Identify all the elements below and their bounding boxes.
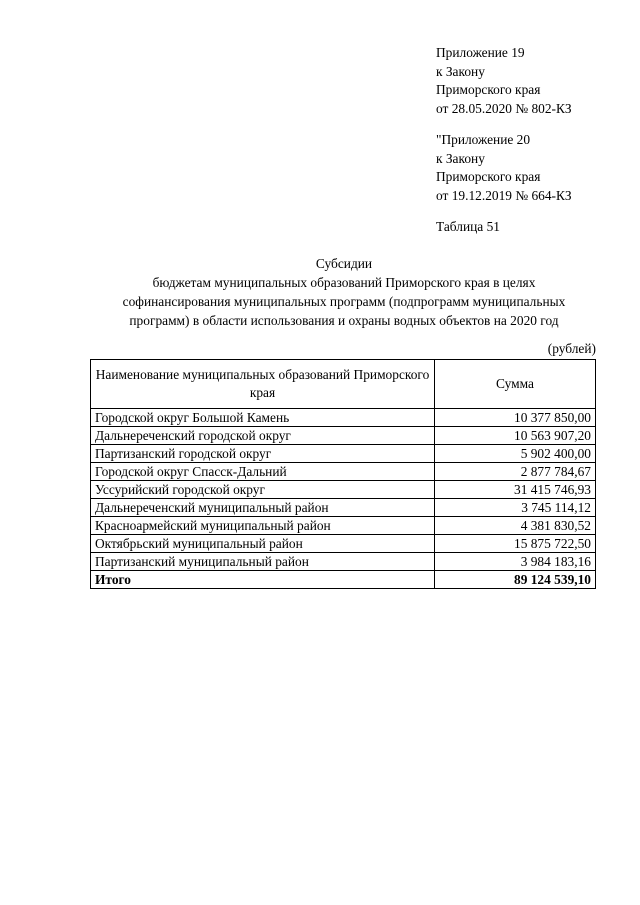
table-row (91, 463, 596, 481)
title-line: Субсидии (315, 256, 373, 271)
table-row (91, 553, 596, 571)
table-total-row (91, 571, 596, 589)
row-sum: 5 902 400,00 (435, 445, 596, 463)
title-line: программ) в области использования и охраны водных объектов на 2020 год (129, 313, 559, 328)
approval-line: от 19.12.2019 № 664-КЗ (436, 187, 572, 203)
table-row (91, 499, 596, 517)
total-sum: 89 124 539,10 (435, 571, 596, 589)
row-sum: 15 875 722,50 (435, 535, 596, 553)
row-sum: 2 877 784,67 (435, 463, 596, 481)
row-name: Партизанский городской округ (91, 445, 435, 463)
approval-line: Приложение 19 (436, 45, 525, 60)
approval-line: к Закону (436, 63, 485, 79)
row-sum: 10 563 907,20 (435, 427, 596, 445)
subsidy-table (90, 359, 596, 589)
row-name: Октябрьский муниципальный район (91, 535, 435, 553)
row-sum: 3 984 183,16 (435, 553, 596, 571)
row-name: Городской округ Большой Камень (91, 409, 435, 427)
row-sum: 10 377 850,00 (435, 409, 596, 427)
row-sum: 3 745 114,12 (435, 499, 596, 517)
table-row (91, 517, 596, 535)
table-row (91, 409, 596, 427)
approval-line: к Закону (436, 150, 485, 166)
approval-line: Приморского края (436, 169, 541, 184)
row-name: Городской округ Спасск-Дальний (91, 463, 435, 481)
table-row (91, 445, 596, 463)
units-label: (рублей) (547, 341, 596, 356)
approval-line: Приморского края (436, 82, 541, 97)
title-line: софинансирования муниципальных программ (подпрограмм муниципальных (122, 294, 566, 309)
table-row (91, 535, 596, 553)
row-name: Дальнереченский муниципальный район (91, 499, 435, 517)
header-name: Наименование муниципальных образований Приморского края (91, 360, 435, 409)
row-sum: 31 415 746,93 (435, 481, 596, 499)
table-row (91, 481, 596, 499)
row-sum: 4 381 830,52 (435, 517, 596, 535)
approval-block-previous (436, 131, 572, 205)
table-header-row (91, 360, 596, 409)
document-title (88, 254, 600, 330)
row-name: Партизанский муниципальный район (91, 553, 435, 571)
approval-line: от 28.05.2020 № 802-КЗ (436, 100, 572, 116)
table-number: Таблица 51 (436, 219, 500, 234)
approval-block-current (436, 44, 572, 118)
row-name: Красноармейский муниципальный район (91, 517, 435, 535)
approval-line: "Приложение 20 (436, 132, 531, 147)
table-row (91, 427, 596, 445)
row-name: Уссурийский городской округ (91, 481, 435, 499)
header-sum: Сумма (435, 360, 596, 409)
title-line: бюджетам муниципальных образований Приморского края в целях (152, 275, 536, 290)
row-name: Дальнереченский городской округ (91, 427, 435, 445)
total-label: Итого (91, 571, 435, 589)
